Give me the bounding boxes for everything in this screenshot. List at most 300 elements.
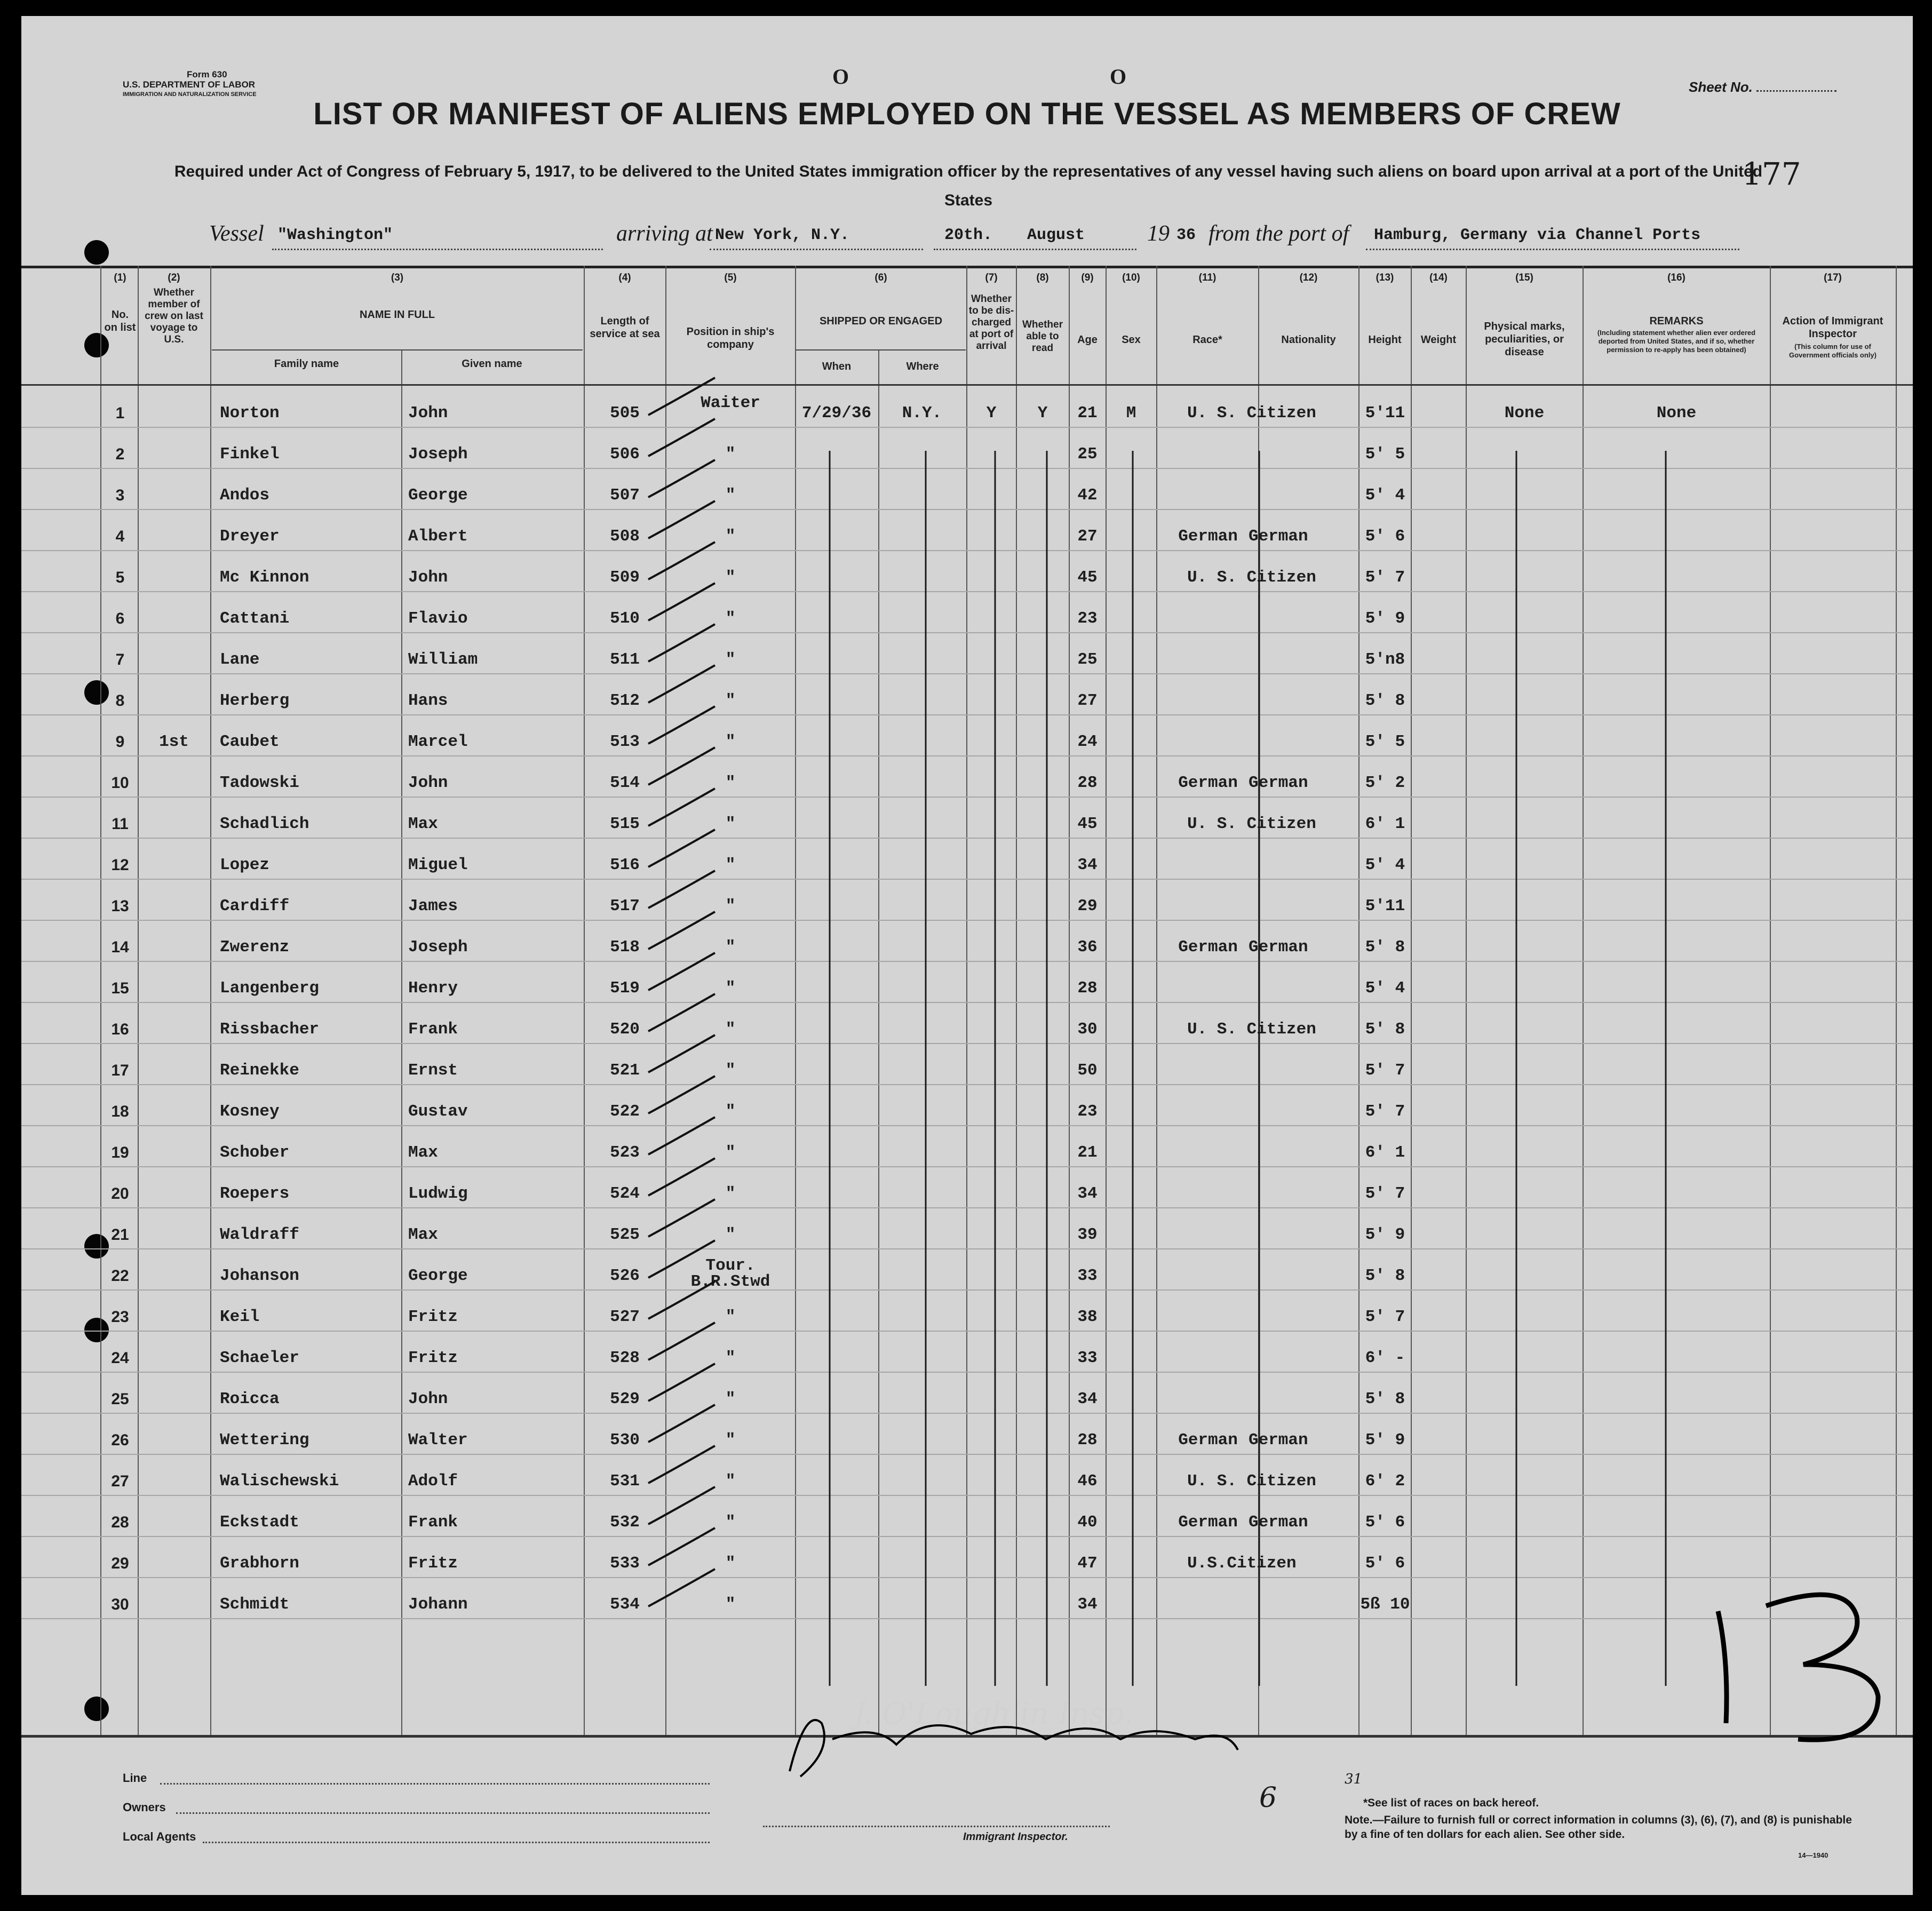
service-cell: 510 — [610, 609, 640, 628]
column-number: (12) — [1299, 272, 1318, 283]
age-cell: 46 — [1077, 1472, 1098, 1491]
age-cell: 34 — [1077, 856, 1098, 874]
check-mark — [648, 583, 715, 620]
given-name-cell: Flavio — [408, 609, 468, 628]
height-cell: 6' 1 — [1365, 815, 1405, 833]
height-cell: 5' 4 — [1365, 979, 1405, 998]
column-header-inspector-action: Action of Immigrant Inspector — [1782, 315, 1883, 340]
column-header-race: Race* — [1192, 334, 1222, 346]
row-number: 27 — [111, 1472, 129, 1490]
age-cell: 47 — [1077, 1554, 1098, 1573]
age-cell: 34 — [1077, 1390, 1098, 1408]
given-name-cell: Walter — [408, 1431, 468, 1450]
column-header-last-voyage: Whether member of crew on last voyage to U.S. — [145, 287, 203, 345]
family-name-cell: Schober — [220, 1143, 290, 1162]
service-cell: 519 — [610, 979, 640, 998]
row-number: 13 — [111, 897, 129, 915]
height-cell: 5' 5 — [1365, 445, 1405, 464]
row-number: 4 — [115, 528, 125, 545]
able-to-read-cell: Y — [1037, 404, 1048, 423]
family-name-cell: Keil — [220, 1308, 260, 1326]
column-header-when: When — [822, 361, 852, 372]
row-number: 26 — [111, 1431, 129, 1449]
check-mark — [648, 1117, 715, 1154]
nationality-cell: U. S. Citizen — [1187, 1472, 1316, 1491]
check-mark — [648, 830, 715, 867]
column-header-discharged: Whether to be dis-charged at port of arrival — [968, 293, 1014, 352]
position-cell: " — [725, 486, 736, 505]
service-cell: 528 — [610, 1349, 640, 1367]
line-label: Line — [123, 1771, 147, 1785]
manifest-page — [21, 16, 1913, 1895]
family-name-cell: Roicca — [220, 1390, 280, 1408]
arrival-month: August — [1027, 226, 1085, 244]
family-name-cell: Finkel — [220, 445, 280, 464]
ditto-lines — [830, 451, 1666, 1686]
column-number: (11) — [1198, 272, 1217, 283]
height-cell: 5' 8 — [1365, 938, 1405, 957]
row-number: 3 — [115, 487, 125, 504]
check-mark — [648, 460, 715, 497]
from-port-label: from the port of — [1209, 221, 1349, 246]
position-cell: " — [725, 938, 736, 957]
position-cell: " — [725, 691, 736, 710]
line-blank — [160, 1783, 710, 1785]
age-cell: 33 — [1077, 1349, 1098, 1367]
height-cell: 5'11 — [1365, 897, 1405, 915]
family-name-cell: Lopez — [220, 856, 270, 874]
family-name-cell: Herberg — [220, 691, 290, 710]
service-cell: 507 — [610, 486, 640, 505]
nationality-cell: German — [1249, 1431, 1308, 1450]
row-number: 20 — [111, 1185, 129, 1203]
service-cell: 514 — [610, 774, 640, 792]
races-note: *See list of races on back hereof. — [1363, 1797, 1539, 1809]
note-prefix: Note. — [1345, 1814, 1373, 1826]
family-name-cell: Schadlich — [220, 815, 309, 833]
row-number: 8 — [115, 692, 125, 710]
position-cell: " — [725, 609, 736, 628]
given-name-cell: Max — [408, 1225, 438, 1244]
column-header-remarks: REMARKS — [1649, 315, 1704, 327]
family-name-cell: Caubet — [220, 732, 280, 751]
physical-marks-cell: None — [1504, 404, 1545, 423]
service-cell: 529 — [610, 1390, 640, 1408]
family-name-cell: Rissbacher — [220, 1020, 320, 1039]
position-cell: Tour. B.R.Stwd — [690, 1256, 770, 1291]
column-number: (8) — [1036, 272, 1049, 283]
row-number: 28 — [111, 1514, 129, 1531]
given-name-cell: Hans — [408, 691, 448, 710]
service-cell: 534 — [610, 1595, 640, 1614]
height-cell: 6' 2 — [1365, 1472, 1405, 1491]
given-name-cell: Miguel — [408, 856, 468, 874]
race-cell: German — [1178, 527, 1238, 546]
height-cell: 5' 7 — [1365, 1061, 1405, 1080]
column-header-weight: Weight — [1420, 334, 1457, 346]
height-cell: 6' - — [1365, 1349, 1405, 1367]
sheet-number-label: Sheet No. — [1689, 79, 1753, 95]
column-header-where: Where — [906, 361, 939, 372]
last-voyage-cell: 1st — [159, 732, 189, 751]
row-number: 21 — [111, 1226, 129, 1244]
document-title: LIST OR MANIFEST OF ALIENS EMPLOYED ON THE VESSEL AS MEMBERS OF CREW — [313, 97, 1621, 131]
given-name-cell: John — [408, 568, 448, 587]
age-cell: 33 — [1077, 1267, 1098, 1285]
owners-label: Owners — [123, 1801, 166, 1814]
check-mark — [648, 706, 715, 744]
column-header-family-name: Family name — [274, 358, 339, 370]
service-cell: 516 — [610, 856, 640, 874]
arrival-port: New York, N.Y. — [715, 226, 850, 244]
age-cell: 24 — [1077, 732, 1098, 751]
given-name-cell: Frank — [408, 1513, 458, 1532]
column-number: (15) — [1515, 272, 1533, 283]
handwritten-note: 31 — [1345, 1771, 1363, 1787]
column-number: (4) — [618, 272, 631, 283]
row-number: 24 — [111, 1349, 129, 1367]
shipped-when-cell: 7/29/36 — [801, 404, 872, 423]
row-number: 14 — [111, 938, 129, 956]
column-header-age: Age — [1077, 334, 1098, 346]
age-cell: 27 — [1077, 691, 1098, 710]
check-mark — [648, 665, 715, 703]
given-name-cell: William — [408, 650, 478, 669]
position-cell: " — [725, 1349, 736, 1367]
given-name-cell: Albert — [408, 527, 468, 546]
given-name-cell: John — [408, 774, 448, 792]
column-header-given-name: Given name — [462, 358, 522, 370]
age-cell: 29 — [1077, 897, 1098, 915]
year-suffix: 36 — [1176, 226, 1196, 244]
page-number: 177 — [1742, 156, 1801, 192]
year-prefix: 19 — [1147, 221, 1170, 246]
height-cell: 5' 9 — [1365, 1225, 1405, 1244]
service-cell: 506 — [610, 445, 640, 464]
row-number: 22 — [111, 1267, 129, 1285]
inspector-label: Immigrant Inspector. — [963, 1831, 1068, 1843]
row-number: 25 — [111, 1390, 129, 1408]
column-number: (13) — [1376, 272, 1394, 283]
check-marks — [648, 378, 715, 1606]
position-cell: " — [725, 1061, 736, 1080]
age-cell: 34 — [1077, 1184, 1098, 1203]
check-mark — [648, 994, 715, 1031]
given-name-cell: Fritz — [408, 1349, 458, 1367]
column-number: (7) — [985, 272, 998, 283]
check-mark — [648, 789, 715, 826]
height-cell: 5' 6 — [1365, 1513, 1405, 1532]
document-subtitle: Required under Act of Congress of February 5, 1917, to be delivered to the United States immigration officer by the representatives of any vessel having such aliens on board upon arrival at a port of the United States — [174, 163, 1763, 209]
service-cell: 515 — [610, 815, 640, 833]
given-name-cell: Joseph — [408, 445, 468, 464]
column-header-name: NAME IN FULL — [359, 309, 435, 321]
given-name-cell: George — [408, 1267, 468, 1285]
given-name-cell: Adolf — [408, 1472, 458, 1491]
check-mark — [648, 1569, 715, 1606]
service-cell: 508 — [610, 527, 640, 546]
check-mark — [648, 1281, 715, 1319]
vessel-name: "Washington" — [277, 226, 393, 244]
service-cell: 532 — [610, 1513, 640, 1532]
departure-port: Hamburg, Germany via Channel Ports — [1374, 226, 1701, 244]
column-number: (2) — [168, 272, 180, 283]
given-name-cell: Ernst — [408, 1061, 458, 1080]
family-name-cell: Langenberg — [220, 979, 320, 998]
remarks-note: (Including statement whether alien ever ordered deported from United States, and if so, whether permission to re-apply has been obtained) — [1597, 329, 1756, 354]
age-cell: 30 — [1077, 1020, 1098, 1039]
position-cell: " — [725, 732, 736, 751]
check-mark — [648, 542, 715, 579]
given-name-cell: John — [408, 404, 448, 423]
given-name-cell: George — [408, 486, 468, 505]
service-cell: 526 — [610, 1267, 640, 1285]
column-header-position: Position in ship's company — [686, 326, 775, 351]
age-cell: 21 — [1077, 1143, 1098, 1162]
row-number: 15 — [111, 980, 129, 997]
check-mark — [648, 912, 715, 949]
family-name-cell: Zwerenz — [220, 938, 290, 957]
family-name-cell: Eckstadt — [220, 1513, 299, 1532]
height-cell: 5' 8 — [1365, 691, 1405, 710]
family-name-cell: Wettering — [220, 1431, 309, 1450]
handwritten-note: 6 — [1259, 1782, 1277, 1814]
position-cell: " — [725, 774, 736, 792]
age-cell: 38 — [1077, 1308, 1098, 1326]
position-cell: " — [725, 1390, 736, 1408]
column-number: (3) — [391, 272, 404, 283]
height-cell: 5'n8 — [1365, 650, 1405, 669]
position-cell: " — [725, 1431, 736, 1450]
check-mark — [648, 1076, 715, 1113]
position-cell: " — [725, 1225, 736, 1244]
check-mark — [648, 1240, 715, 1278]
position-cell: Waiter — [701, 394, 760, 412]
check-mark — [648, 747, 715, 785]
note-text: —Failure to furnish full or correct information in columns (3), (6), (7), and (8) is punishable by a fine of ten dollars for each alien. See other side. — [1345, 1814, 1852, 1841]
given-name-cell: Fritz — [408, 1308, 458, 1326]
check-mark — [648, 1035, 715, 1072]
family-name-cell: Walischewski — [220, 1472, 339, 1491]
row-number: 29 — [111, 1555, 129, 1572]
inspector-signature — [854, 1697, 1133, 1731]
check-mark — [648, 953, 715, 990]
service-cell: 527 — [610, 1308, 640, 1326]
owners-blank — [176, 1812, 710, 1814]
remarks-cell: None — [1656, 404, 1697, 423]
service-cell: 512 — [610, 691, 640, 710]
row-number: 1 — [115, 404, 125, 422]
column-number: (14) — [1429, 272, 1448, 283]
column-number: (1) — [114, 272, 126, 283]
height-cell: 5' 6 — [1365, 1554, 1405, 1573]
age-cell: 21 — [1077, 404, 1098, 423]
inspector-note: (This column for use of Government officials only) — [1789, 343, 1877, 359]
nationality-cell: U. S. Citizen — [1187, 568, 1316, 587]
age-cell: 45 — [1077, 815, 1098, 833]
check-mark — [648, 1405, 715, 1442]
row-number: 12 — [111, 856, 129, 874]
row-number: 11 — [112, 815, 129, 833]
age-cell: 45 — [1077, 568, 1098, 587]
row-number: 17 — [111, 1062, 129, 1079]
row-number: 30 — [111, 1596, 129, 1613]
service-cell: 523 — [610, 1143, 640, 1162]
height-cell: 6' 1 — [1365, 1143, 1405, 1162]
position-cell: " — [725, 445, 736, 464]
height-cell: 5' 5 — [1365, 732, 1405, 751]
column-number: (9) — [1081, 272, 1094, 283]
height-cell: 5' 4 — [1365, 486, 1405, 505]
age-cell: 34 — [1077, 1595, 1098, 1614]
age-cell: 40 — [1077, 1513, 1098, 1532]
height-cell: 5' 9 — [1365, 1431, 1405, 1450]
given-name-cell: Fritz — [408, 1554, 458, 1573]
print-code: 14—1940 — [1798, 1851, 1828, 1859]
race-cell: German — [1178, 1513, 1238, 1532]
age-cell: 28 — [1077, 774, 1098, 792]
given-name-cell: Henry — [408, 979, 458, 998]
row-number: 19 — [111, 1144, 129, 1161]
height-cell: 5' 2 — [1365, 774, 1405, 792]
column-number: (17) — [1824, 272, 1842, 283]
column-header-sex: Sex — [1122, 334, 1141, 346]
height-cell: 5' 7 — [1365, 568, 1405, 587]
nationality-cell: U. S. Citizen — [1187, 1020, 1316, 1039]
check-mark — [648, 1487, 715, 1524]
age-cell: 25 — [1077, 650, 1098, 669]
inspector-signature-line — [763, 1826, 1110, 1827]
given-name-cell: Gustav — [408, 1102, 468, 1121]
given-name-cell: Marcel — [408, 732, 468, 751]
service-name: IMMIGRATION AND NATURALIZATION SERVICE — [123, 91, 257, 98]
service-cell: 518 — [610, 938, 640, 957]
row-number: 5 — [115, 569, 125, 586]
position-cell: " — [725, 527, 736, 546]
height-cell: 5'11 — [1365, 404, 1405, 423]
nationality-cell: German — [1249, 774, 1308, 792]
height-cell: 5' 8 — [1365, 1267, 1405, 1285]
position-cell: " — [725, 1472, 736, 1491]
check-mark — [648, 871, 715, 908]
row-number: 6 — [115, 610, 125, 627]
nationality-cell: German — [1249, 1513, 1308, 1532]
check-mark — [648, 1446, 715, 1483]
column-number: (10) — [1122, 272, 1140, 283]
age-cell: 50 — [1077, 1061, 1098, 1080]
row-number: 2 — [115, 445, 125, 463]
height-cell: 5' 8 — [1365, 1390, 1405, 1408]
position-cell: " — [725, 1513, 736, 1532]
row-number: 18 — [111, 1103, 129, 1120]
family-name-cell: Johanson — [220, 1267, 299, 1285]
position-cell: " — [725, 568, 736, 587]
check-mark — [648, 501, 715, 538]
service-cell: 513 — [610, 732, 640, 751]
family-name-cell: Waldraff — [220, 1225, 299, 1244]
age-cell: 36 — [1077, 938, 1098, 957]
column-number: (16) — [1667, 272, 1685, 283]
column-header-no: No. on list — [104, 309, 136, 333]
height-cell: 5' 7 — [1365, 1184, 1405, 1203]
race-cell: German — [1178, 774, 1238, 792]
check-mark — [648, 419, 715, 456]
family-name-cell: Mc Kinnon — [220, 568, 309, 587]
nationality-cell: U.S.Citizen — [1187, 1554, 1297, 1573]
large-number-stroke — [1766, 1595, 1878, 1740]
height-cell: 5' 6 — [1365, 527, 1405, 546]
family-name-cell: Lane — [220, 650, 260, 669]
given-name-cell: Max — [408, 815, 438, 833]
column-header-nationality: Nationality — [1281, 334, 1336, 346]
position-cell: " — [725, 1595, 736, 1614]
age-cell: 28 — [1077, 1431, 1098, 1450]
family-name-cell: Norton — [220, 404, 280, 423]
nationality-cell: German — [1249, 938, 1308, 957]
family-name-cell: Dreyer — [220, 527, 280, 546]
family-name-cell: Schmidt — [220, 1595, 290, 1614]
service-cell: 517 — [610, 897, 640, 915]
column-header-shipped: SHIPPED OR ENGAGED — [819, 315, 943, 327]
given-name-cell: Frank — [408, 1020, 458, 1039]
check-mark — [648, 1158, 715, 1196]
position-cell: " — [725, 979, 736, 998]
form-number: Form 630 — [187, 69, 227, 79]
age-cell: 39 — [1077, 1225, 1098, 1244]
department-name: U.S. DEPARTMENT OF LABOR — [123, 79, 256, 90]
shipped-where-cell: N.Y. — [902, 404, 942, 423]
large-number-stroke — [1718, 1611, 1727, 1723]
family-name-cell: Andos — [220, 486, 270, 505]
position-cell: " — [725, 1554, 736, 1573]
check-mark — [648, 1528, 715, 1565]
service-cell: 521 — [610, 1061, 640, 1080]
column-number: (6) — [874, 272, 887, 283]
agents-blank — [203, 1842, 710, 1843]
discharged-cell: Y — [986, 404, 997, 423]
arrival-day: 20th. — [944, 226, 993, 244]
row-number: 9 — [115, 733, 125, 751]
position-cell: " — [725, 856, 736, 874]
agents-label: Local Agents — [123, 1830, 196, 1843]
family-name-cell: Roepers — [220, 1184, 290, 1203]
height-cell: 5' 7 — [1365, 1308, 1405, 1326]
service-cell: 533 — [610, 1554, 640, 1573]
column-header-service: Length of service at sea — [590, 315, 660, 340]
given-name-cell: Joseph — [408, 938, 468, 957]
family-name-cell: Cattani — [220, 609, 290, 628]
handwriting-marks — [21, 16, 1913, 1895]
position-cell: " — [725, 1184, 736, 1203]
height-cell: 5' 7 — [1365, 1102, 1405, 1121]
check-mark — [648, 1364, 715, 1401]
service-cell: 531 — [610, 1472, 640, 1491]
service-cell: 520 — [610, 1020, 640, 1039]
nationality-cell: U. S. Citizen — [1187, 815, 1316, 833]
given-name-cell: Max — [408, 1143, 438, 1162]
family-name-cell: Tadowski — [220, 774, 299, 792]
check-mark — [648, 624, 715, 662]
age-cell: 28 — [1077, 979, 1098, 998]
position-cell: " — [725, 1143, 736, 1162]
family-name-cell: Kosney — [220, 1102, 280, 1121]
column-header-read: Whether able to read — [1022, 319, 1063, 354]
hole-mark-left: O — [832, 65, 849, 89]
service-cell: 525 — [610, 1225, 640, 1244]
row-number: 7 — [115, 651, 125, 668]
age-cell: 27 — [1077, 527, 1098, 546]
service-cell: 505 — [610, 404, 640, 423]
